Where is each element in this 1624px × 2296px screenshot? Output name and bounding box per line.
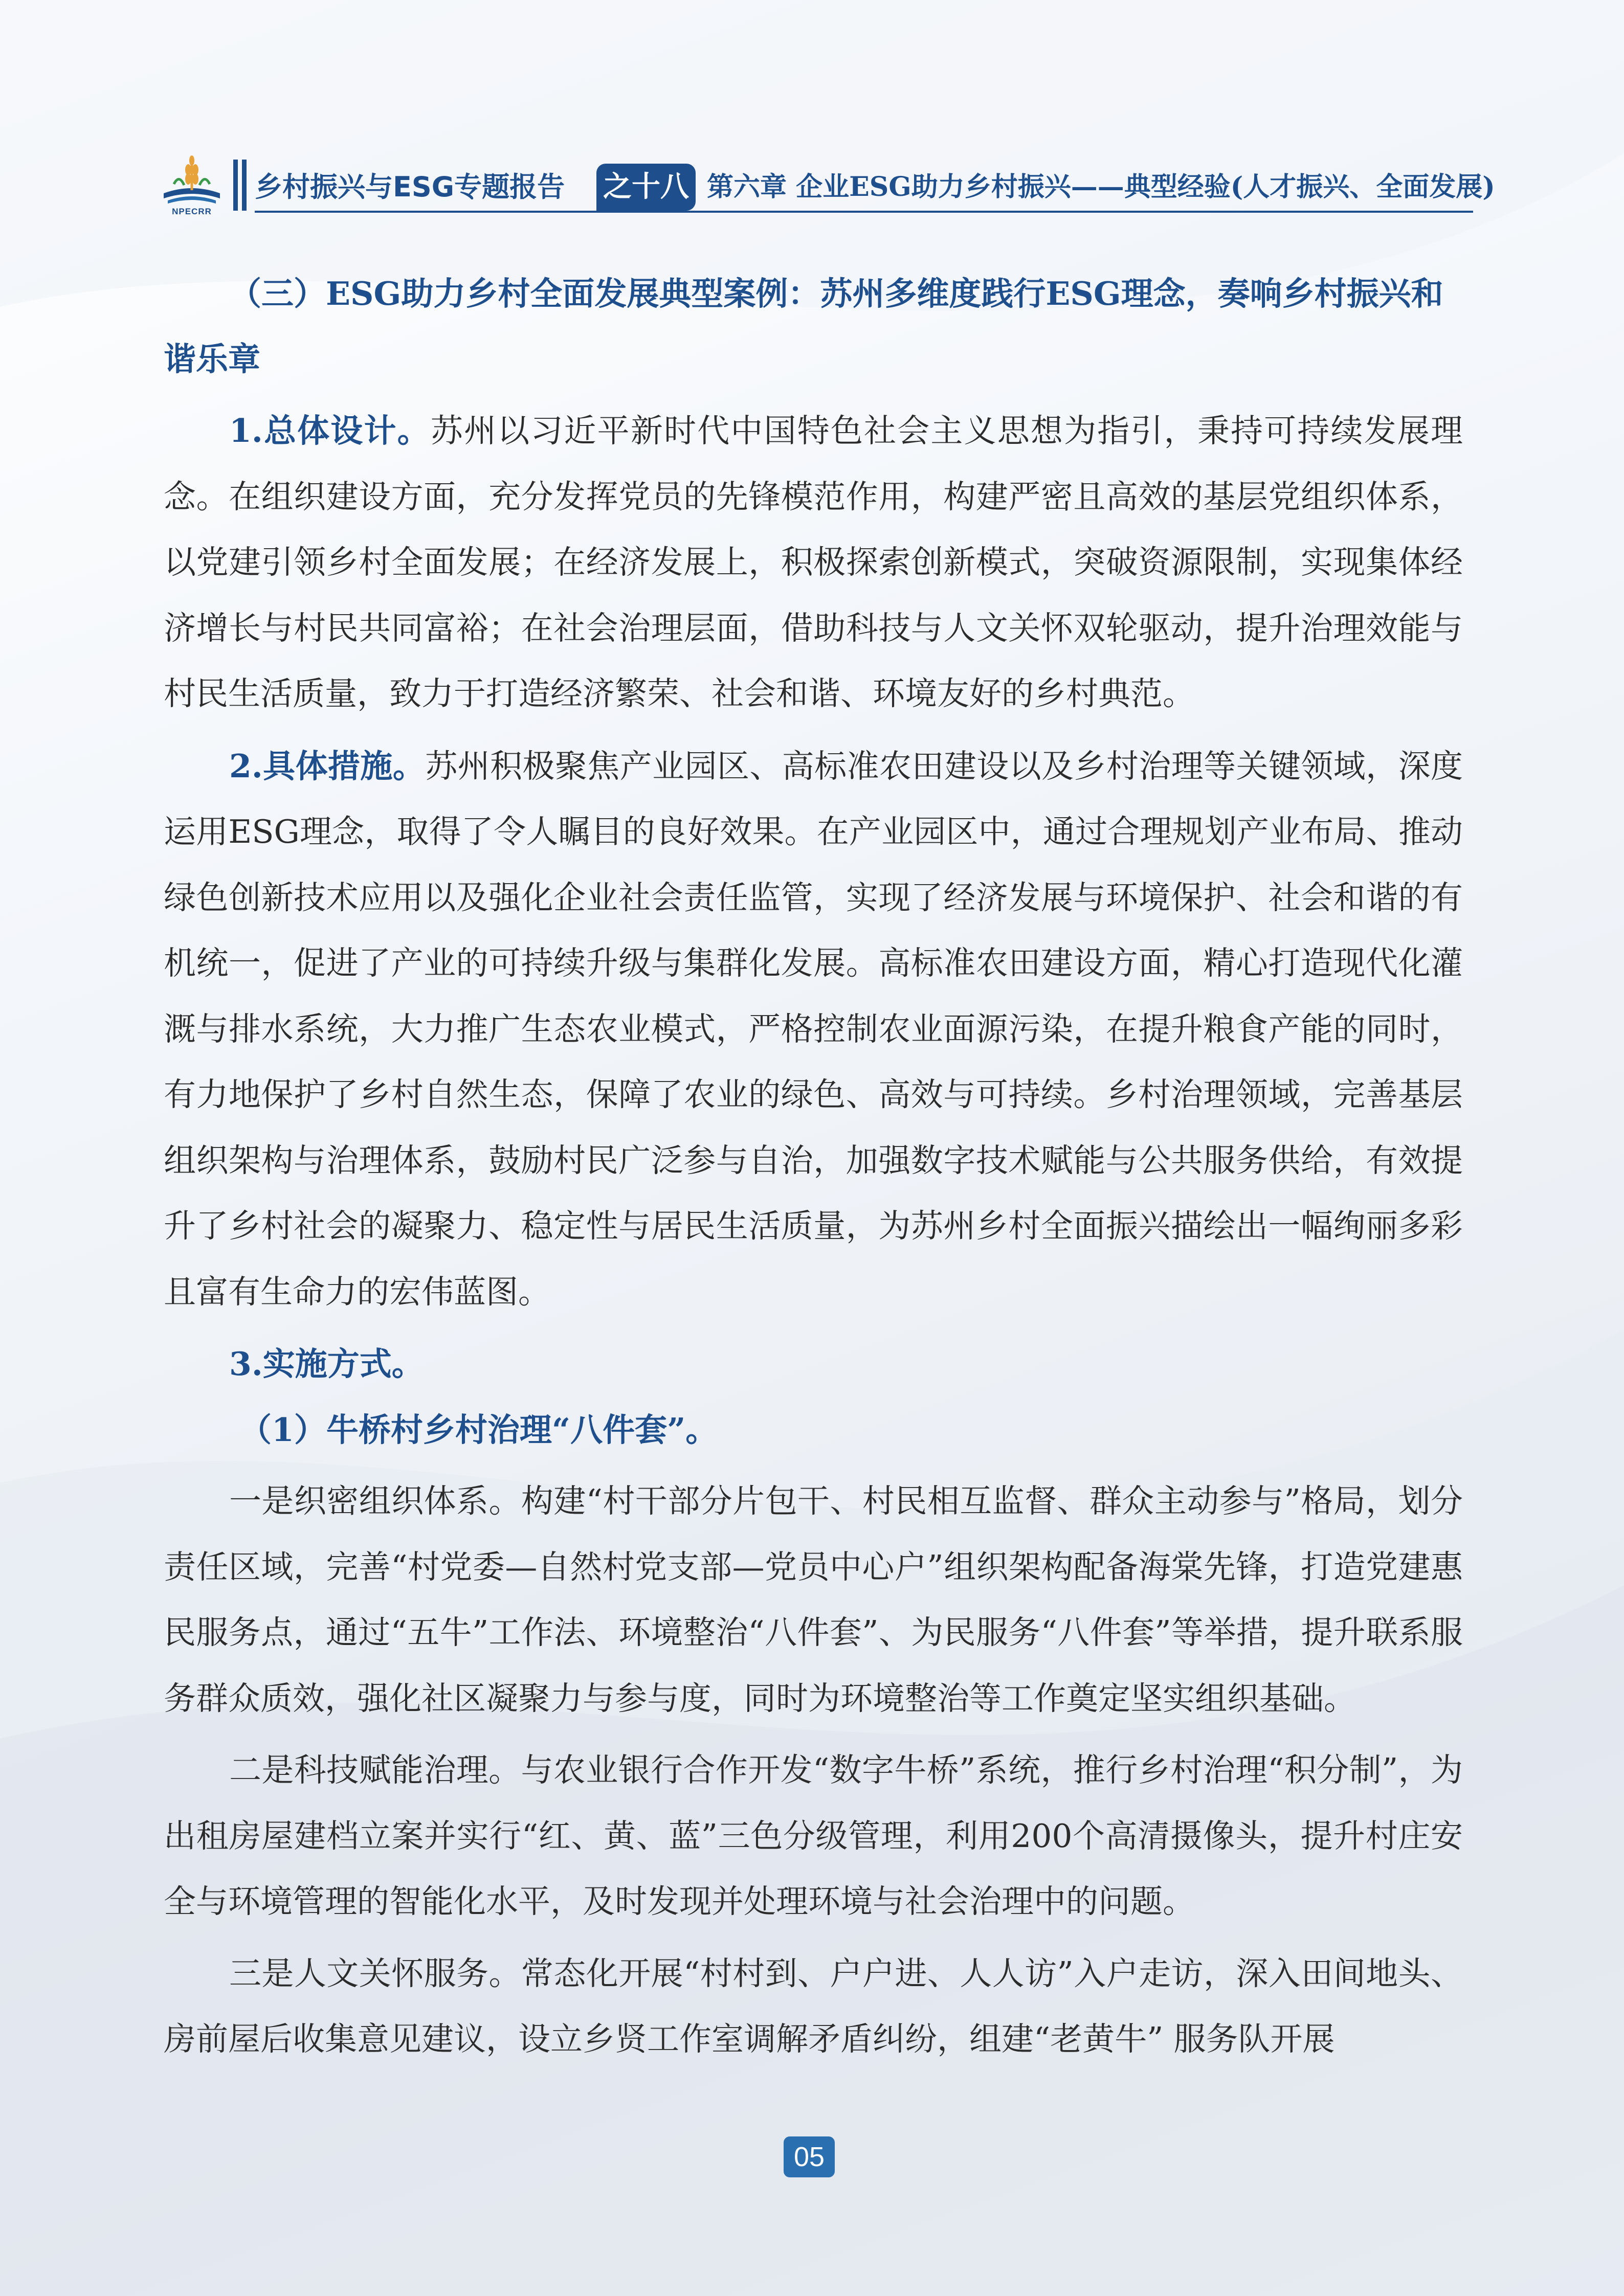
paragraph-lead: 2.具体措施。 [229, 747, 426, 785]
paragraph-overall-design [164, 398, 1463, 727]
article-body [164, 261, 1463, 2073]
logo-text: NPECRR [172, 207, 212, 216]
paragraph-text: 苏州积极聚焦产业园区、高标准农田建设以及乡村治理等关键领域，深度运用ESG理念，取得了令人瞩目的良好效果。在产业园区中，通过合理规划产业布局、推动绿色创新技术应用以及强化企业社会责任监管，实现了经济发展与环境保护、社会和谐的有机统一，促进了产业的可持续升级与集群化发展。高标准农田建设方面，精心打造现代化灌溉与排水系统，大力推广生态农业模式，严格控制农业面源污染，在提升粮食产能的同时，有力地保护了乡村自然生态，保障了农业的绿色、高效与可持续。乡村治理领域，完善基层组织架构与治理体系，鼓励村民广泛参与自治，加强数字技术赋能与公共服务供给，有效提升了乡村社会的凝聚力、稳定性与居民生活质量，为苏州乡村全面振兴描绘出一幅绚丽多彩且富有生命力的宏伟蓝图。 [164, 747, 1463, 1311]
paragraph-text: 苏州以习近平新时代中国特色社会主义思想为指引，秉持可持续发展理念。在组织建设方面，充分发挥党员的先锋模范作用，构建严密且高效的基层党组织体系，以党建引领乡村全面发展；在经济发展上，积极探索创新模式，突破资源限制，实现集体经济增长与村民共同富裕；在社会治理层面，借助科技与人文关怀双轮驱动，提升治理效能与村民生活质量，致力于打造经济繁荣、社会和谐、环境友好的乡村典范。 [164, 412, 1463, 712]
page-number: 05 [784, 2136, 835, 2177]
header-rule [255, 211, 1473, 213]
paragraph-humanistic-care: 三是人文关怀服务。常态化开展“村村到、户户进、人人访”入户走访，深入田间地头、房前屋后收集意见建议，设立乡贤工作室调解矛盾纠纷，组建“老黄牛” 服务队开展 [164, 1954, 1463, 2058]
page-header [153, 153, 1495, 220]
npecrr-logo [153, 153, 230, 220]
subheading-implementation: 3.实施方式。 [229, 1345, 424, 1383]
chapter-title: 第六章 企业ESG助力乡村振兴——典型经验(人才振兴、全面发展) [707, 171, 1495, 202]
paragraph-lead: 1.总体设计。 [229, 412, 431, 449]
paragraph-organization: 一是织密组织体系。构建“村干部分片包干、村民相互监督、群众主动参与”格局，划分责任区域，完善“村党委—自然村党支部—党员中心户”组织架构配备海棠先锋，打造党建惠民服务点，通过“五牛”工作法、环境整治“八件套”、为民服务“八件套”等举措，提升联系服务群众质效，强化社区凝聚力与参与度，同时为环境整治等工作奠定坚实组织基础。 [164, 1482, 1463, 1717]
wheat-book-logo-icon [153, 153, 230, 207]
report-number-badge: 之十八 [596, 164, 696, 211]
header-divider-bars [233, 160, 248, 211]
subheading-niuqiao-village: （1）牛桥村乡村治理“八件套”。 [239, 1410, 718, 1449]
report-title: 乡村振兴与ESG专题报告 [255, 171, 565, 203]
section-title: （三）ESG助力乡村全面发展典型案例：苏州多维度践行ESG理念，奏响乡村振兴和谐乐章 [164, 275, 1443, 378]
paragraph-specific-measures [164, 733, 1463, 1325]
paragraph-technology: 二是科技赋能治理。与农业银行合作开发“数字牛桥”系统，推行乡村治理“积分制”，为出租房屋建档立案并实行“红、黄、蓝”三色分级管理，利用200个高清摄像头，提升村庄安全与环境管理的智能化水平，及时发现并处理环境与社会治理中的问题。 [164, 1751, 1463, 1920]
